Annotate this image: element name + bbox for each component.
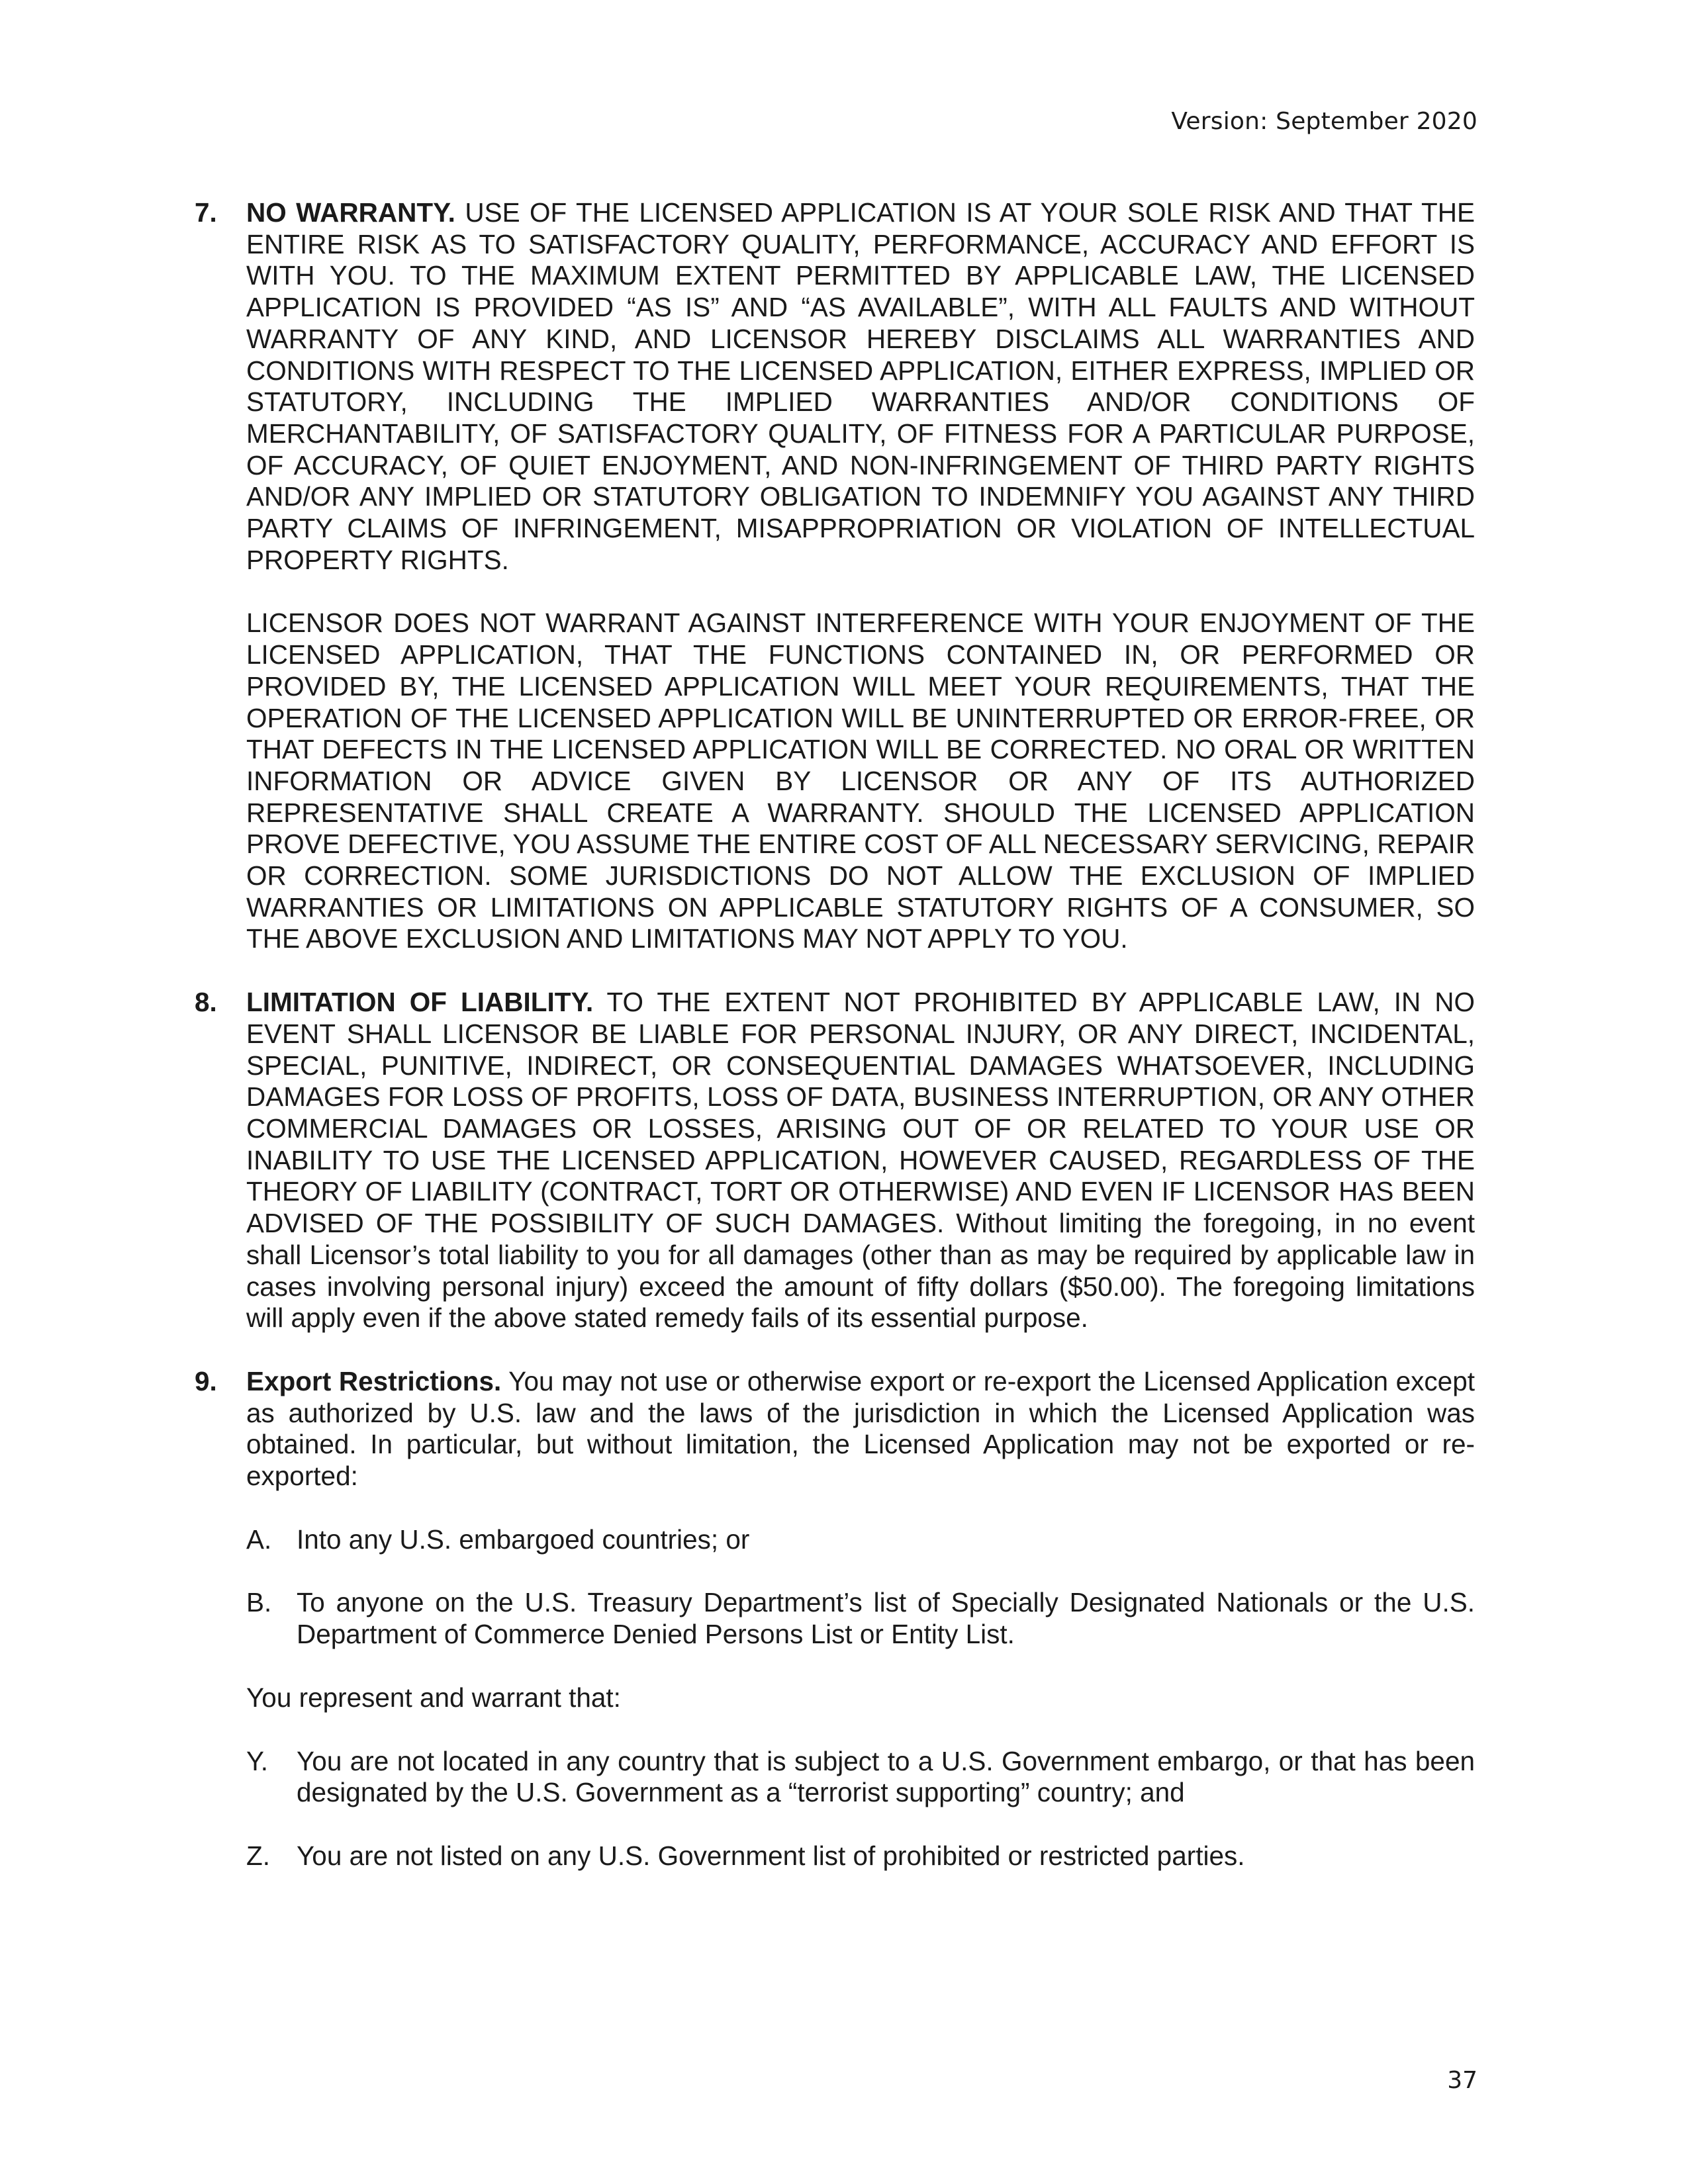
- section-paragraph: [246, 1366, 1475, 1492]
- section-text: TO THE EXTENT NOT PROHIBITED BY APPLICABLE LAW, IN NO EVENT SHALL LICENSOR BE LIABLE FOR PERSONAL INJURY, OR ANY DIRECT, INCIDENTAL, SPECIAL, PUNITIVE, INDIRECT, OR CONSEQUENTIAL DAMAGES WHATSOEVER, INCLUDING DAMAGES FOR LOSS OF PROFITS, LOSS OF DATA, BUSINESS INTERRUPTION, OR ANY OTHER COMMERCIAL DAMAGES OR LOSSES, ARISING OUT OF OR RELATED TO YOUR USE OR INABILITY TO USE THE LICENSED APPLICATION, HOWEVER CAUSED, REGARDLESS OF THE THEORY OF LIABILITY (CONTRACT, TORT OR OTHERWISE) AND EVEN IF LICENSOR HAS BEEN ADVISED OF THE POSSIBILITY OF SUCH DAMAGES.: [246, 987, 1475, 1239]
- list-item: [246, 1746, 1475, 1809]
- section-number: 7.: [195, 197, 217, 228]
- list-item-letter: B.: [246, 1587, 272, 1618]
- section-heading: Export Restrictions.: [246, 1365, 502, 1396]
- section-paragraph: LICENSOR DOES NOT WARRANT AGAINST INTERFERENCE WITH YOUR ENJOYMENT OF THE LICENSED APPLICATION, THAT THE FUNCTIONS CONTAINED IN, OR PERFORMED OR PROVIDED BY, THE LICENSED APPLICATION WILL MEET YOUR REQUIREMENTS, THAT THE OPERATION OF THE LICENSED APPLICATION WILL BE UNINTERRUPTED OR ERROR-FREE, OR THAT DEFECTS IN THE LICENSED APPLICATION WILL BE CORRECTED. NO ORAL OR WRITTEN INFORMATION OR ADVICE GIVEN BY LICENSOR OR ANY OF ITS AUTHORIZED REPRESENTATIVE SHALL CREATE A WARRANTY. SHOULD THE LICENSED APPLICATION PROVE DEFECTIVE, YOU ASSUME THE ENTIRE COST OF ALL NECESSARY SERVICING, REPAIR OR CORRECTION. SOME JURISDICTIONS DO NOT ALLOW THE EXCLUSION OF IMPLIED WARRANTIES OR LIMITATIONS ON APPLICABLE STATUTORY RIGHTS OF A CONSUMER, SO THE ABOVE EXCLUSION AND LIMITATIONS MAY NOT APPLY TO YOU.: [246, 608, 1475, 954]
- section-text: You may not use or otherwise export or re-export the Licensed Application except as authorized by U.S. law and the laws of the jurisdiction in which the Licensed Application was obtained. In particular, but without limitation, the Licensed Application may not be exported or re-exported:: [246, 1365, 1475, 1492]
- list-item-letter: Y.: [246, 1745, 269, 1776]
- list-item: [246, 1841, 1475, 1872]
- list-item-text: Into any U.S. embargoed countries; or: [297, 1524, 750, 1555]
- represent-statement: You represent and warrant that:: [246, 1682, 621, 1713]
- section-number: 9.: [195, 1365, 217, 1396]
- list-item: [246, 1524, 1475, 1556]
- section-export-restrictions: [195, 1366, 1475, 1872]
- section-heading: LIMITATION OF LIABILITY.: [246, 987, 594, 1018]
- section-paragraph: [246, 197, 1475, 576]
- list-item-text: To anyone on the U.S. Treasury Department’s list of Specially Designated Nationals or the U.S. Department of Commerce Denied Persons List or Entity List.: [297, 1587, 1475, 1650]
- list-item-text: You are not located in any country that is subject to a U.S. Government embargo, or that has been designated by the U.S. Government as a “terrorist supporting” country; and: [297, 1745, 1475, 1808]
- section-text-tail: Without limiting the foregoing, in no event shall Licensor’s total liability to you for all damages (other than as may be required by applicable law in cases involving personal injury) exceed the amount of fifty dollars ($50.00). The foregoing limitations will apply even if the above stated remedy fails of its essential purpose.: [246, 1208, 1475, 1334]
- section-limitation-of-liability: [195, 987, 1475, 1334]
- section-number: 8.: [195, 987, 217, 1018]
- version-label: Version: September 2020: [1171, 108, 1477, 135]
- page-number: 37: [1447, 2067, 1477, 2094]
- list-item: [246, 1587, 1475, 1650]
- list-item-letter: Z.: [246, 1840, 270, 1871]
- document-body: [195, 197, 1475, 1904]
- section-no-warranty: [195, 197, 1475, 955]
- section-paragraph: [246, 987, 1475, 1334]
- section-heading: NO WARRANTY.: [246, 197, 455, 228]
- list-item-text: You are not listed on any U.S. Government list of prohibited or restricted parties.: [297, 1840, 1245, 1871]
- section-text: USE OF THE LICENSED APPLICATION IS AT YOUR SOLE RISK AND THAT THE ENTIRE RISK AS TO SATISFACTORY QUALITY, PERFORMANCE, ACCURACY AND EFFORT IS WITH YOU. TO THE MAXIMUM EXTENT PERMITTED BY APPLICABLE LAW, THE LICENSED APPLICATION IS PROVIDED “AS IS” AND “AS AVAILABLE”, WITH ALL FAULTS AND WITHOUT WARRANTY OF ANY KIND, AND LICENSOR HEREBY DISCLAIMS ALL WARRANTIES AND CONDITIONS WITH RESPECT TO THE LICENSED APPLICATION, EITHER EXPRESS, IMPLIED OR STATUTORY, INCLUDING THE IMPLIED WARRANTIES AND/OR CONDITIONS OF MERCHANTABILITY, OF SATISFACTORY QUALITY, OF FITNESS FOR A PARTICULAR PURPOSE, OF ACCURACY, OF QUIET ENJOYMENT, AND NON-INFRINGEMENT OF THIRD PARTY RIGHTS AND/OR ANY IMPLIED OR STATUTORY OBLIGATION TO INDEMNIFY YOU AGAINST ANY THIRD PARTY CLAIMS OF INFRINGEMENT, MISAPPROPRIATION OR VIOLATION OF INTELLECTUAL PROPERTY RIGHTS.: [246, 197, 1475, 575]
- list-item-letter: A.: [246, 1524, 272, 1555]
